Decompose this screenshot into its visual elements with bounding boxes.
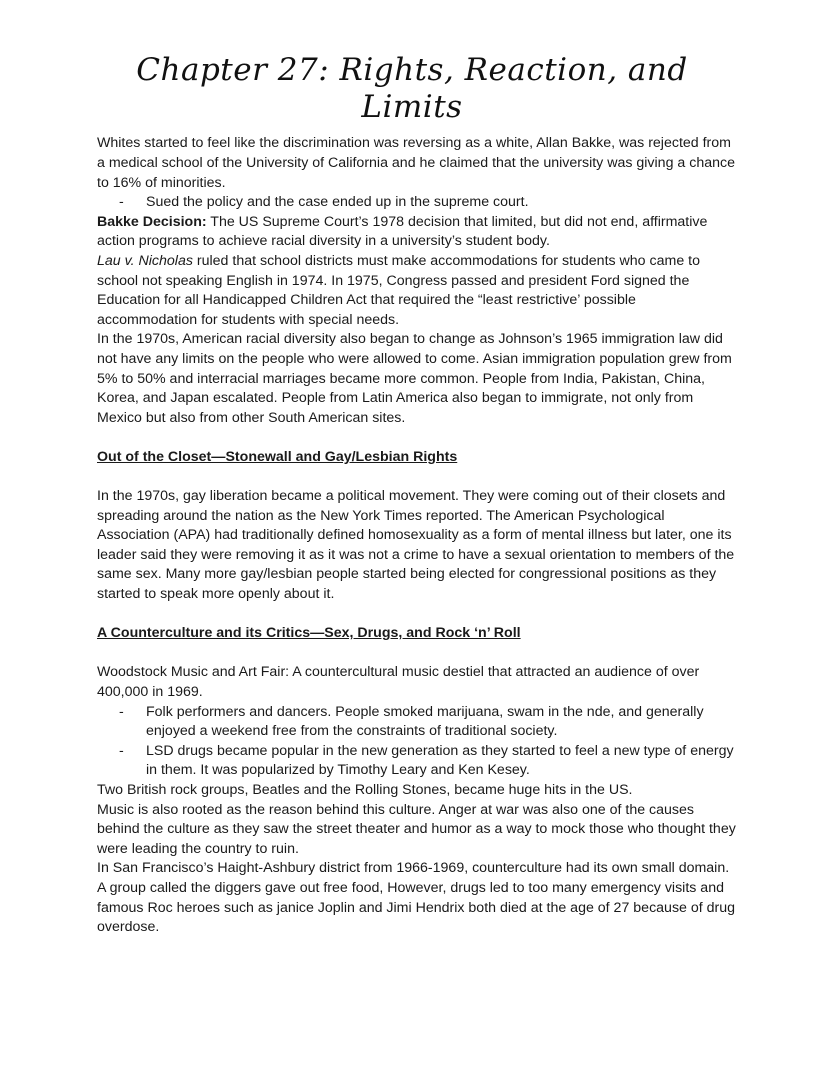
list-item [97,703,737,742]
list-item [97,193,737,213]
woodstock-bullet-list [97,703,737,781]
list-item [97,742,737,781]
document-page [97,52,737,938]
spacer [97,428,737,448]
bullet-text: Sued the policy and the case ended up in the supreme court. [146,194,529,211]
bullet-text: Folk performers and dancers. People smoked marijuana, swam in the nde, and generally enjoyed a weekend free from the constraints of traditional society. [146,703,704,740]
heading-stonewall: Out of the Closet—Stonewall and Gay/Lesbian Rights [97,448,458,465]
bullet-dash: - [119,194,124,211]
bullet-dash: - [119,703,124,720]
bullet-dash: - [119,742,124,759]
paragraph-lau-nicholas [97,252,737,330]
paragraph-british-rock: Two British rock groups, Beatles and the Rolling Stones, became huge hits in the US. [97,781,633,798]
paragraph-immigration: In the 1970s, American racial diversity also began to change as Johnson’s 1965 immigration law did not have any limits on the people who were allowed to come. Asian immigration population grew from 5% to 50% and interracial marriages became more common. People from India, Pakistan, China, Korea, and Japan escalated. People from Latin America also began to immigrate, not only from Mexico but also from other South American sites. [97,331,732,426]
paragraph-bakke-intro: Whites started to feel like the discrimination was reversing as a white, Allan Bakke, was rejected from a medical school of the University of California and he claimed that the university was giving a chance to 16% of minorities. [97,135,735,191]
paragraph-woodstock: Woodstock Music and Art Fair: A countercultural music destiel that attracted an audience of over 400,000 in 1969. [97,664,700,700]
bakke-definition: The US Supreme Court’s 1978 decision that limited, but did not end, affirmative action programs to achieve racial diversity in a university’s student body. [97,213,708,250]
bakke-term: Bakke Decision: [97,213,207,230]
paragraph-music-roots: Music is also rooted as the reason behind this culture. Anger at war was also one of the causes behind the culture as they saw the street theater and humor as a way to mock those who thought they were leading the country to ruin. [97,801,736,857]
bakke-bullet-list [97,193,737,213]
paragraph-gay-liberation: In the 1970s, gay liberation became a political movement. They were coming out of their closets and spreading around the nation as the New York Times reported. The American Psychological Association (APA) had traditionally defined homosexuality as a form of mental illness but later, one its leader said they were removing it as it was not a crime to have a sexual orientation to members of the same sex. Many more gay/lesbian people started being elected for congressional positions as they started to speak more openly about it. [97,488,735,603]
bullet-text: LSD drugs became popular in the new generation as they started to feel a new type of energy in them. It was popularized by Timothy Leary and Ken Kesey. [146,742,734,779]
page-title: Chapter 27: Rights, Reaction, and Limits [136,52,688,126]
lau-text: ruled that school districts must make accommodations for students who came to school not speaking English in 1974. In 1975, Congress passed and president Ford signed the Education for all Handicapped Children Act that required the “least restrictive’ possible accommodation for students with special needs. [97,252,700,328]
lau-case-name: Lau v. Nicholas [97,252,193,269]
paragraph-haight-ashbury: In San Francisco’s Haight-Ashbury district from 1966-1969, counterculture had its own small domain. A group called the diggers gave out free food, However, drugs led to too many emergency visits and famous Roc heroes such as janice Joplin and Jimi Hendrix both died at the age of 27 because of drug overdose. [97,860,736,936]
paragraph-bakke-decision [97,213,737,252]
heading-counterculture: A Counterculture and its Critics—Sex, Drugs, and Rock ‘n’ Roll [97,625,521,642]
spacer [97,644,737,664]
spacer [97,605,737,625]
spacer [97,467,737,487]
